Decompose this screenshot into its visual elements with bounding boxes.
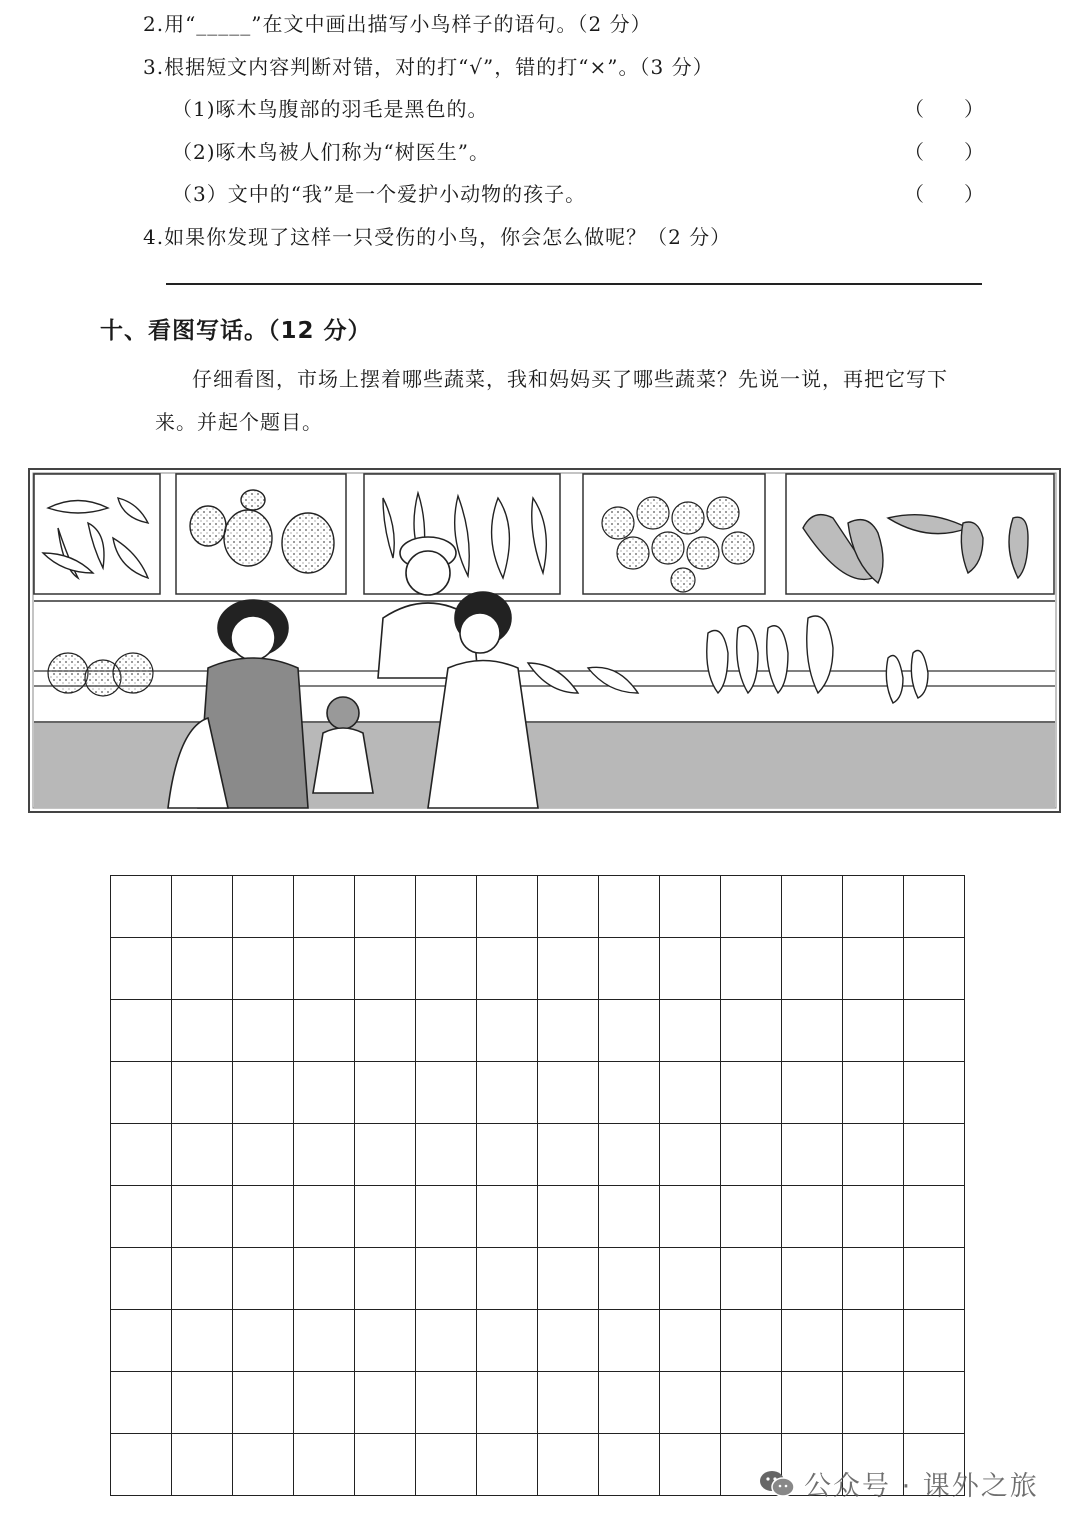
grid-cell[interactable] (782, 876, 843, 938)
grid-cell[interactable] (904, 1248, 965, 1310)
grid-cell[interactable] (477, 1186, 538, 1248)
answer-line[interactable] (166, 283, 982, 285)
grid-cell[interactable] (904, 1310, 965, 1372)
grid-cell[interactable] (599, 1000, 660, 1062)
grid-cell[interactable] (172, 1372, 233, 1434)
grid-cell[interactable] (660, 1310, 721, 1372)
grid-cell[interactable] (355, 1310, 416, 1372)
grid-cell[interactable] (294, 938, 355, 1000)
grid-cell[interactable] (233, 1248, 294, 1310)
grid-cell[interactable] (172, 1248, 233, 1310)
grid-cell[interactable] (477, 876, 538, 938)
grid-cell[interactable] (660, 876, 721, 938)
grid-cell[interactable] (599, 1310, 660, 1372)
grid-cell[interactable] (294, 1248, 355, 1310)
grid-cell[interactable] (477, 1310, 538, 1372)
grid-cell[interactable] (233, 876, 294, 938)
wechat-icon (758, 1468, 796, 1500)
grid-cell[interactable] (172, 1124, 233, 1186)
grid-cell[interactable] (477, 1000, 538, 1062)
grid-cell[interactable] (843, 938, 904, 1000)
question-3-item-1: （1)啄木鸟腹部的羽毛是黑色的。 (172, 97, 489, 121)
grid-cell[interactable] (416, 1000, 477, 1062)
grid-row (111, 1248, 965, 1310)
grid-cell[interactable] (782, 938, 843, 1000)
answer-paren-3[interactable]: （ ） (904, 182, 984, 206)
grid-cell[interactable] (843, 1124, 904, 1186)
grid-cell[interactable] (843, 1186, 904, 1248)
grid-cell[interactable] (355, 1000, 416, 1062)
grid-cell[interactable] (904, 1186, 965, 1248)
grid-cell[interactable] (721, 1062, 782, 1124)
grid-cell[interactable] (721, 1248, 782, 1310)
grid-cell[interactable] (599, 876, 660, 938)
grid-cell[interactable] (660, 1000, 721, 1062)
grid-cell[interactable] (721, 1186, 782, 1248)
grid-cell[interactable] (477, 938, 538, 1000)
grid-cell[interactable] (111, 938, 172, 1000)
grid-cell[interactable] (843, 1372, 904, 1434)
grid-cell[interactable] (843, 1000, 904, 1062)
grid-cell[interactable] (477, 1248, 538, 1310)
grid-cell[interactable] (355, 1186, 416, 1248)
grid-cell[interactable] (111, 876, 172, 938)
grid-cell[interactable] (538, 1372, 599, 1434)
grid-cell[interactable] (294, 1434, 355, 1496)
grid-cell[interactable] (111, 1434, 172, 1496)
grid-cell[interactable] (111, 1000, 172, 1062)
grid-cell[interactable] (660, 1434, 721, 1496)
grid-cell[interactable] (355, 1248, 416, 1310)
grid-row (111, 1000, 965, 1062)
grid-cell[interactable] (843, 1248, 904, 1310)
grid-cell[interactable] (599, 1186, 660, 1248)
grid-row (111, 1310, 965, 1372)
grid-cell[interactable] (721, 1372, 782, 1434)
grid-cell[interactable] (721, 1000, 782, 1062)
grid-cell[interactable] (294, 1372, 355, 1434)
grid-cell[interactable] (599, 1248, 660, 1310)
grid-cell[interactable] (355, 876, 416, 938)
grid-cell[interactable] (172, 1000, 233, 1062)
grid-cell[interactable] (538, 1186, 599, 1248)
grid-cell[interactable] (782, 1248, 843, 1310)
grid-cell[interactable] (538, 1000, 599, 1062)
grid-cell[interactable] (416, 938, 477, 1000)
question-4: 4.如果你发现了这样一只受伤的小鸟，你会怎么做呢？（2 分） (143, 225, 732, 249)
grid-cell[interactable] (111, 1124, 172, 1186)
grid-cell[interactable] (233, 1186, 294, 1248)
grid-cell[interactable] (660, 1124, 721, 1186)
grid-cell[interactable] (721, 1310, 782, 1372)
grid-cell[interactable] (172, 1186, 233, 1248)
grid-cell[interactable] (477, 1062, 538, 1124)
grid-cell[interactable] (233, 1124, 294, 1186)
grid-cell[interactable] (111, 1186, 172, 1248)
grid-cell[interactable] (538, 1062, 599, 1124)
grid-cell[interactable] (233, 938, 294, 1000)
grid-cell[interactable] (416, 1372, 477, 1434)
grid-cell[interactable] (294, 1124, 355, 1186)
grid-cell[interactable] (904, 876, 965, 938)
grid-cell[interactable] (233, 1372, 294, 1434)
answer-paren-1[interactable]: （ ） (904, 97, 984, 121)
grid-cell[interactable] (782, 1124, 843, 1186)
grid-cell[interactable] (660, 938, 721, 1000)
grid-cell[interactable] (294, 876, 355, 938)
grid-cell[interactable] (294, 1000, 355, 1062)
grid-cell[interactable] (416, 1310, 477, 1372)
grid-cell[interactable] (111, 1248, 172, 1310)
question-3-item-2: （2)啄木鸟被人们称为“树医生”。 (172, 140, 490, 164)
grid-cell[interactable] (843, 876, 904, 938)
grid-cell[interactable] (233, 1062, 294, 1124)
grid-cell[interactable] (111, 1062, 172, 1124)
grid-cell[interactable] (477, 1434, 538, 1496)
grid-cell[interactable] (233, 1434, 294, 1496)
grid-cell[interactable] (172, 938, 233, 1000)
grid-cell[interactable] (721, 1124, 782, 1186)
grid-cell[interactable] (111, 1310, 172, 1372)
grid-cell[interactable] (172, 1310, 233, 1372)
grid-cell[interactable] (904, 1000, 965, 1062)
question-3-item-3: （3）文中的“我”是一个爱护小动物的孩子。 (172, 182, 587, 206)
grid-cell[interactable] (782, 1186, 843, 1248)
grid-row (111, 876, 965, 938)
grid-cell[interactable] (233, 1000, 294, 1062)
grid-row (111, 938, 965, 1000)
grid-cell[interactable] (172, 876, 233, 938)
grid-cell[interactable] (599, 1372, 660, 1434)
question-3: 3.根据短文内容判断对错，对的打“√”，错的打“×”。（3 分） (143, 55, 714, 79)
grid-cell[interactable] (416, 1186, 477, 1248)
section-title: 十、看图写话。（12 分） (100, 318, 372, 344)
grid-cell[interactable] (721, 876, 782, 938)
grid-cell[interactable] (843, 1062, 904, 1124)
grid-cell[interactable] (538, 876, 599, 938)
grid-cell[interactable] (660, 1372, 721, 1434)
grid-cell[interactable] (355, 1062, 416, 1124)
grid-cell[interactable] (782, 1000, 843, 1062)
grid-cell[interactable] (904, 1062, 965, 1124)
grid-cell[interactable] (538, 938, 599, 1000)
grid-cell[interactable] (233, 1310, 294, 1372)
grid-cell[interactable] (538, 1434, 599, 1496)
grid-cell[interactable] (355, 1124, 416, 1186)
grid-cell[interactable] (477, 1372, 538, 1434)
grid-cell[interactable] (538, 1310, 599, 1372)
grid-cell[interactable] (355, 1372, 416, 1434)
instruction-line-2: 来。并起个题目。 (155, 410, 323, 434)
grid-cell[interactable] (782, 1310, 843, 1372)
grid-cell[interactable] (660, 1062, 721, 1124)
grid-cell[interactable] (355, 938, 416, 1000)
grid-cell[interactable] (782, 1372, 843, 1434)
grid-row (111, 1124, 965, 1186)
grid-cell[interactable] (599, 1434, 660, 1496)
grid-row (111, 1186, 965, 1248)
question-2: 2.用“_____”在文中画出描写小鸟样子的语句。（2 分） (143, 12, 652, 36)
grid-cell[interactable] (477, 1124, 538, 1186)
grid-row (111, 1372, 965, 1434)
grid-cell[interactable] (416, 1434, 477, 1496)
grid-cell[interactable] (111, 1372, 172, 1434)
grid-cell[interactable] (294, 1186, 355, 1248)
writing-grid[interactable] (110, 875, 965, 1496)
grid-cell[interactable] (172, 1434, 233, 1496)
watermark-text: 公众号 · 课外之旅 (804, 1471, 1039, 1502)
grid-cell[interactable] (782, 1062, 843, 1124)
grid-cell[interactable] (172, 1062, 233, 1124)
grid-cell[interactable] (904, 938, 965, 1000)
grid-cell[interactable] (294, 1062, 355, 1124)
grid-cell[interactable] (416, 1248, 477, 1310)
grid-row (111, 1062, 965, 1124)
grid-cell[interactable] (538, 1248, 599, 1310)
grid-cell[interactable] (538, 1124, 599, 1186)
answer-paren-2[interactable]: （ ） (904, 140, 984, 164)
grid-cell[interactable] (599, 938, 660, 1000)
grid-cell[interactable] (660, 1186, 721, 1248)
grid-cell[interactable] (904, 1372, 965, 1434)
grid-cell[interactable] (599, 1062, 660, 1124)
grid-cell[interactable] (416, 1062, 477, 1124)
grid-cell[interactable] (355, 1434, 416, 1496)
grid-cell[interactable] (660, 1248, 721, 1310)
instruction-line-1: 仔细看图，市场上摆着哪些蔬菜，我和妈妈买了哪些蔬菜？先说一说，再把它写下 (192, 367, 948, 391)
grid-cell[interactable] (721, 938, 782, 1000)
grid-cell[interactable] (416, 1124, 477, 1186)
watermark (758, 1464, 1039, 1503)
grid-cell[interactable] (416, 876, 477, 938)
grid-cell[interactable] (843, 1310, 904, 1372)
grid-cell[interactable] (904, 1124, 965, 1186)
grid-cell[interactable] (599, 1124, 660, 1186)
market-illustration (28, 468, 1061, 813)
grid-cell[interactable] (294, 1310, 355, 1372)
